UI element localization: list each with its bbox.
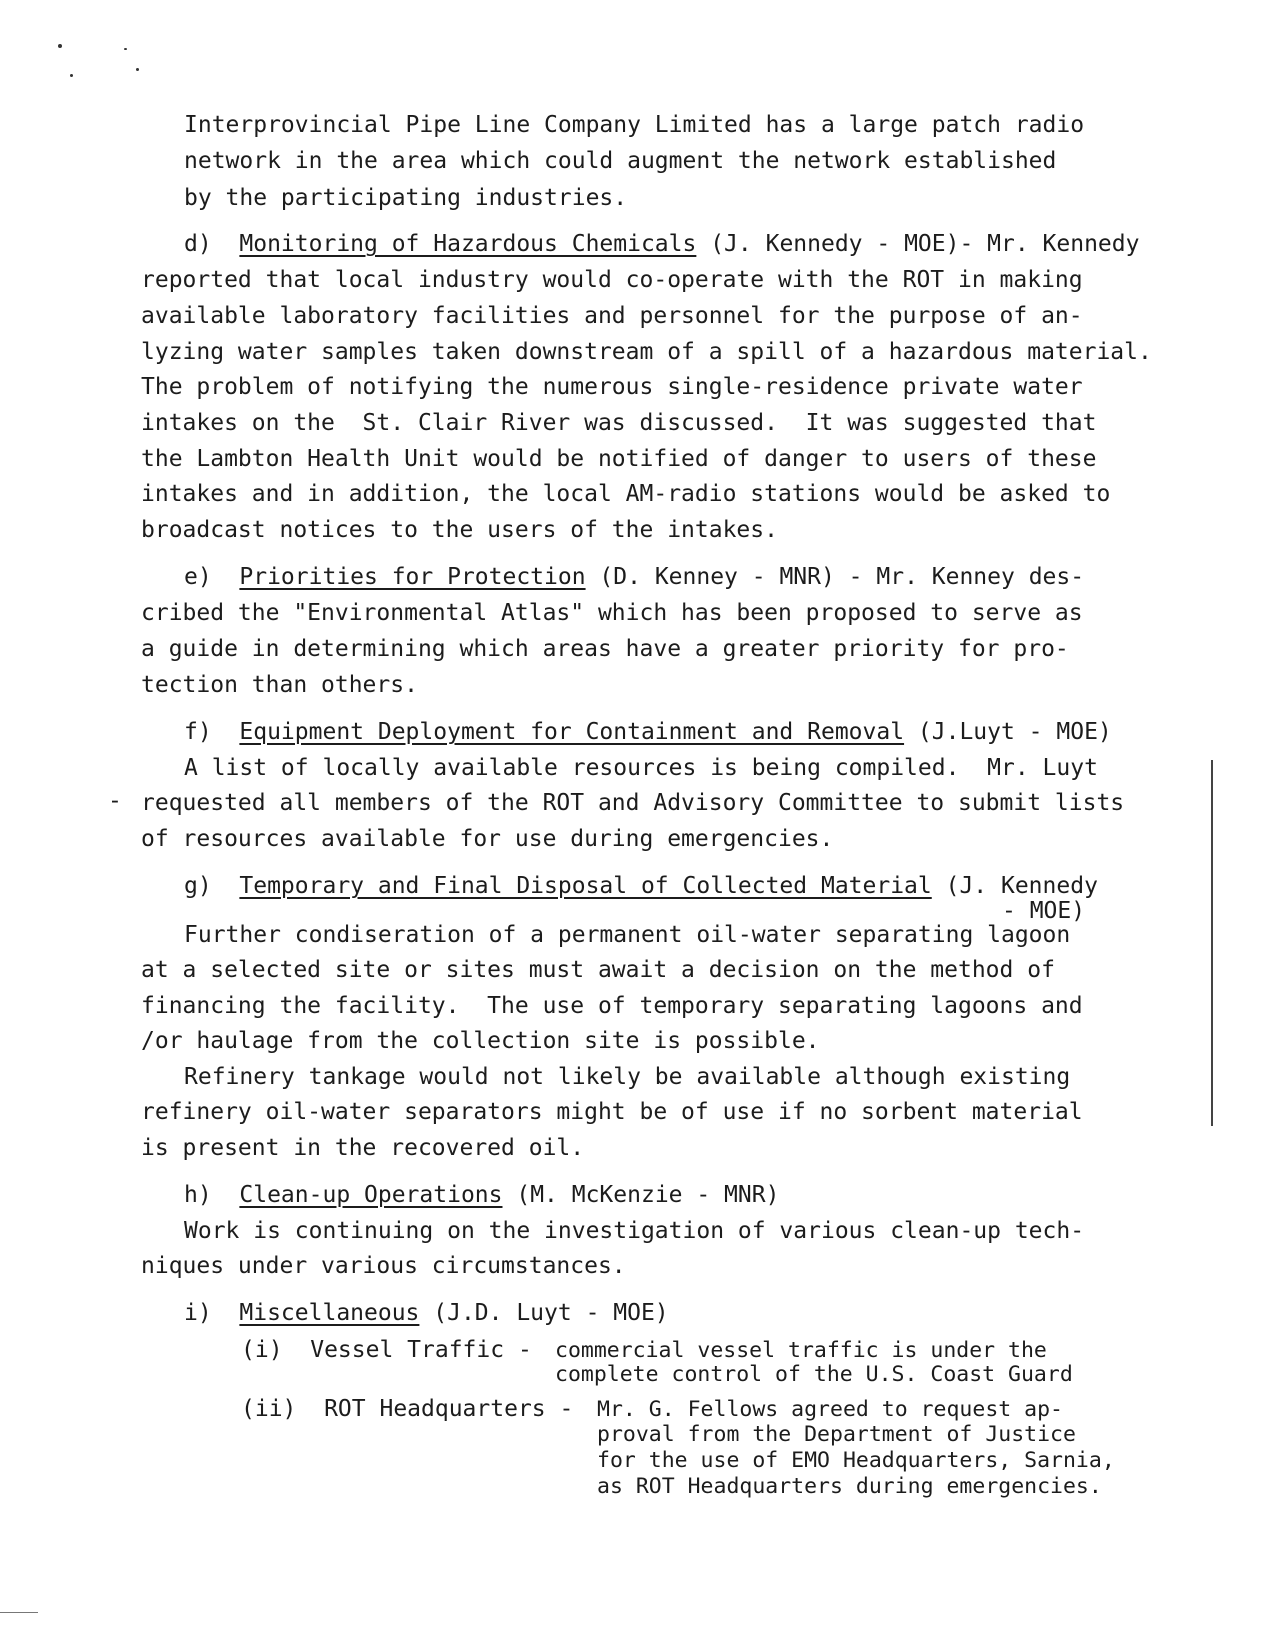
- section-e-line: tection than others.: [141, 672, 418, 698]
- item-vessel-traffic-line: complete control of the U.S. Coast Guard: [555, 1362, 1073, 1387]
- section-h-line: Work is continuing on the investigation of various clean-up tech-: [184, 1218, 1085, 1244]
- section-g-line: /or haulage from the collection site is possible.: [141, 1028, 820, 1054]
- section-d-title: Monitoring of Hazardous Chemicals: [239, 231, 697, 257]
- section-e-title: Priorities for Protection: [239, 564, 586, 590]
- section-g-line: at a selected site or sites must await a decision on the method of: [141, 957, 1055, 983]
- section-h-title: Clean-up Operations: [239, 1182, 503, 1208]
- section-h-line: niques under various circumstances.: [141, 1253, 626, 1279]
- section-d-line: intakes and in addition, the local AM-radio stations would be asked to: [141, 481, 1111, 507]
- section-d-line: available laboratory facilities and personnel for the purpose of an-: [141, 303, 1083, 329]
- item-vessel-traffic-label: (i) Vessel Traffic -: [241, 1337, 532, 1363]
- margin-mark: -: [108, 788, 122, 814]
- section-d-line: The problem of notifying the numerous single-residence private water: [141, 374, 1083, 400]
- intro-line: network in the area which could augment the network established: [184, 148, 1057, 174]
- section-d-line: broadcast notices to the users of the intakes.: [141, 517, 778, 543]
- section-h-heading: h) Clean-up Operations (M. McKenzie - MNR): [184, 1182, 780, 1208]
- section-d-line: reported that local industry would co-operate with the ROT in making: [141, 267, 1083, 293]
- scan-speck: [58, 44, 62, 48]
- section-g-title: Temporary and Final Disposal of Collected Material: [239, 873, 932, 899]
- section-e-heading: e) Priorities for Protection (D. Kenney - MNR) - Mr. Kenney des-: [184, 564, 1085, 590]
- item-rot-headquarters-line: proval from the Department of Justice: [597, 1422, 1076, 1447]
- scan-speck: [136, 68, 139, 71]
- section-e-line: a guide in determining which areas have a greater priority for pro-: [141, 636, 1069, 662]
- section-d-line: the Lambton Health Unit would be notified of danger to users of these: [141, 446, 1097, 472]
- section-g-line: Further condiseration of a permanent oil-water separating lagoon: [184, 922, 1071, 948]
- item-rot-headquarters-line: for the use of EMO Headquarters, Sarnia,: [597, 1448, 1115, 1473]
- item-rot-headquarters-label: (ii) ROT Headquarters -: [241, 1396, 574, 1422]
- scan-speck: [124, 48, 127, 50]
- section-f-line: of resources available for use during emergencies.: [141, 826, 834, 852]
- section-f-title: Equipment Deployment for Containment and Removal: [239, 719, 905, 745]
- section-g-who-continued: - MOE): [1002, 898, 1086, 924]
- scan-speck: [70, 74, 73, 77]
- section-d-line: lyzing water samples taken downstream of a spill of a hazardous material.: [141, 339, 1152, 365]
- section-e-line: cribed the "Environmental Atlas" which has been proposed to serve as: [141, 600, 1083, 626]
- margin-rule: [1211, 760, 1213, 1126]
- item-rot-headquarters-line: as ROT Headquarters during emergencies.: [597, 1474, 1102, 1499]
- intro-line: Interprovincial Pipe Line Company Limited has a large patch radio: [184, 112, 1085, 138]
- section-f-heading: f) Equipment Deployment for Containment and Removal (J.Luyt - MOE): [184, 719, 1112, 745]
- section-i-title: Miscellaneous: [239, 1300, 420, 1326]
- section-g-line: Refinery tankage would not likely be available although existing: [184, 1064, 1071, 1090]
- section-g-heading: g) Temporary and Final Disposal of Collected Material (J. Kennedy: [184, 873, 1098, 899]
- item-rot-headquarters-line: Mr. G. Fellows agreed to request ap-: [597, 1397, 1063, 1422]
- intro-line: by the participating industries.: [184, 185, 628, 211]
- section-d-heading: d) Monitoring of Hazardous Chemicals (J. Kennedy - MOE)- Mr. Kennedy: [184, 231, 1140, 257]
- section-i-heading: i) Miscellaneous (J.D. Luyt - MOE): [184, 1300, 669, 1326]
- section-f-line: A list of locally available resources is being compiled. Mr. Luyt: [184, 755, 1098, 781]
- section-g-line: is present in the recovered oil.: [141, 1135, 585, 1161]
- section-d-line: intakes on the St. Clair River was discussed. It was suggested that: [141, 410, 1097, 436]
- section-f-line: requested all members of the ROT and Advisory Committee to submit lists: [141, 790, 1125, 816]
- section-g-line: refinery oil-water separators might be of use if no sorbent material: [141, 1099, 1083, 1125]
- item-vessel-traffic-line: commercial vessel traffic is under the: [555, 1338, 1047, 1363]
- section-g-line: financing the facility. The use of temporary separating lagoons and: [141, 993, 1083, 1019]
- bottom-rule: [0, 1612, 38, 1613]
